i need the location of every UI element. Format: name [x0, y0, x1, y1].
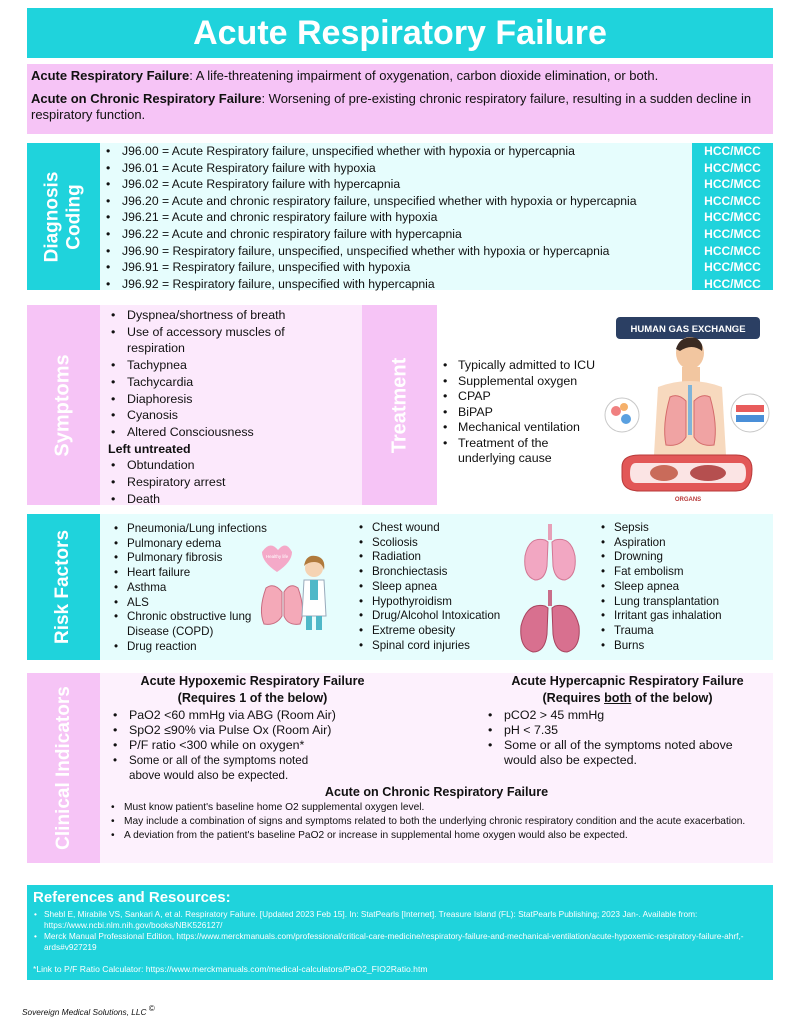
risk-factor-item: • Sepsis: [597, 521, 767, 536]
risk-factor-item: • Pulmonary edema: [110, 537, 270, 552]
hypercapnic-item: • pCO2 > 45 mmHg: [485, 708, 760, 723]
hypoxemic-list: [110, 708, 350, 783]
alveoli-bubble: [621, 414, 631, 424]
risk-factor-item: • Extreme obesity: [355, 624, 525, 639]
symptoms-label: [27, 305, 100, 505]
cartoon-lung-left: [261, 586, 282, 625]
capillary-detail-circle: [731, 394, 769, 432]
capillary-band: [736, 415, 764, 422]
risk-factors-label-text: Risk Factors: [52, 529, 74, 645]
treatment-item: • Mechanical ventilation: [437, 420, 600, 436]
hypoxemic-item: • Some or all of the symptoms noted above would also be expected.: [110, 753, 340, 783]
risk-factor-item: • Fat embolism: [597, 565, 767, 580]
hcc-mcc-tag: HCC/MCC: [704, 160, 761, 175]
untreated-list: [100, 457, 362, 507]
risk-factor-item: • Burns: [597, 639, 767, 654]
risk-factor-item: • Aspiration: [597, 536, 767, 551]
risk-factor-item: • Heart failure: [110, 566, 270, 581]
risk-factor-item: • Spinal cord injuries: [355, 639, 525, 654]
treatment-item: • BiPAP: [437, 405, 600, 421]
doctor-leg: [306, 616, 312, 630]
symptom-item: • Diaphoresis: [100, 391, 362, 408]
risk-factor-item: • Sleep apnea: [355, 580, 525, 595]
diagnosis-code-list: [106, 143, 637, 292]
treatment-label: [362, 305, 437, 505]
symptom-item: • Dyspnea/shortness of breath: [100, 307, 362, 324]
hcc-mcc-tag: HCC/MCC: [704, 276, 761, 291]
clinical-indicators-box: [100, 673, 773, 863]
treatment-box: [437, 305, 600, 505]
risk-factors-box: [100, 514, 773, 660]
treatment-list: [437, 358, 600, 467]
hypoxemic-item: • PaO2 <60 mmHg via ABG (Room Air): [110, 708, 350, 723]
risk-factor-item: • Drug reaction: [110, 640, 270, 655]
hcc-mcc-column: [692, 143, 773, 290]
hypercapnic-item: • Some or all of the symptoms noted above would also be expected.: [485, 738, 760, 768]
hypoxemic-item: • P/F ratio <300 while on oxygen*: [110, 738, 350, 753]
acute-on-chronic-item: • May include a combination of signs and symptoms related to both the underlying chronic respiratory condition and the acute exacerbation.: [108, 815, 768, 829]
diagnosis-code-item: • J96.22 = Acute and chronic respiratory failure with hypercapnia: [106, 226, 637, 243]
risk-factor-item: • Drowning: [597, 550, 767, 565]
definition-term: Acute Respiratory Failure: [31, 68, 190, 83]
definition-aocrf: [31, 91, 769, 124]
risk-factor-item: • Scoliosis: [355, 536, 525, 551]
risk-factor-item: • Chronic obstructive lung Disease (COPD): [110, 610, 270, 639]
footer-text: Sovereign Medical Solutions, LLC: [22, 1006, 147, 1017]
references-list: [33, 909, 763, 953]
requirement-emphasis: both: [604, 691, 632, 705]
requirement-text: of the below): [631, 691, 713, 705]
risk-factor-item: • Sleep apnea: [597, 580, 767, 595]
risk-factor-item: • ALS: [110, 596, 270, 611]
treatment-item: • Typically admitted to ICU: [437, 358, 600, 374]
alveoli-bubble: [620, 403, 628, 411]
symptoms-box: [100, 305, 362, 505]
diagnosis-code-item: • J96.92 = Respiratory failure, unspecified with hypercapnia: [106, 276, 637, 293]
hcc-mcc-tag: HCC/MCC: [704, 226, 761, 241]
hypoxemic-heading: [110, 673, 395, 707]
copyright-mark: ©: [148, 1004, 155, 1013]
risk-factor-item: • Asthma: [110, 581, 270, 596]
footer-credit: [22, 1004, 155, 1017]
risk-factor-item: • Bronchiectasis: [355, 565, 525, 580]
symptom-item: • Altered Consciousness: [100, 424, 362, 441]
symptoms-label-text: Symptoms: [52, 353, 74, 457]
diagnosis-code-item: • J96.02 = Acute Respiratory failure with hypercapnia: [106, 176, 637, 193]
reference-item: • Merck Manual Professional Edition, https://www.merckmanuals.com/professional/critical-care-medicine/respiratory-failure-and-mechanical-ventilation/acute-hypoxemic-respiratory-failure-ahrf,-ards#v927219: [33, 931, 763, 953]
alveoli-detail-circle: [605, 398, 639, 432]
symptom-item: • Tachypnea: [100, 357, 362, 374]
definitions-box: [27, 64, 773, 134]
hypoxemic-item: • SpO2 ≤90% via Pulse Ox (Room Air): [110, 723, 350, 738]
treatment-item: • Treatment of the underlying cause: [437, 436, 600, 467]
untreated-heading: Left untreated: [108, 441, 191, 456]
hypercapnic-item: • pH < 7.35: [485, 723, 760, 738]
risk-factor-item: • Pneumonia/Lung infections: [110, 522, 270, 537]
organs-label: ORGANS: [674, 497, 702, 503]
risk-factors-column-3: [597, 521, 767, 653]
risk-factor-item: • Lung transplantation: [597, 595, 767, 610]
definition-text: : A life-threatening impairment of oxygenation, carbon dioxide elimination, or both.: [189, 68, 659, 83]
hypoxemic-title: Acute Hypoxemic Respiratory Failure: [140, 674, 365, 688]
heart-badge-text: Healthy life: [265, 554, 289, 559]
risk-factors-label: [27, 514, 100, 660]
diagnosis-code-item: • J96.01 = Acute Respiratory failure with hypoxia: [106, 160, 637, 177]
hypercapnic-requirement: [490, 690, 765, 707]
untreated-item: • Death: [100, 491, 362, 508]
diagnosis-coding-label: [27, 143, 100, 290]
diagnosis-code-item: • J96.00 = Acute Respiratory failure, unspecified whether with hypoxia or hypercapnia: [106, 143, 637, 160]
hcc-mcc-tag: HCC/MCC: [704, 177, 761, 192]
treatment-item: • Supplemental oxygen: [437, 374, 600, 390]
trachea-bottom: [548, 590, 552, 606]
treatment-item: • CPAP: [437, 389, 600, 405]
left-lung: [665, 396, 686, 446]
lungs-illustration: [515, 520, 585, 654]
gas-exchange-illustration: [600, 305, 773, 505]
hcc-mcc-tag: HCC/MCC: [704, 260, 761, 275]
diagnosis-code-item: • J96.21 = Acute and chronic respiratory failure with hypoxia: [106, 209, 637, 226]
definition-text: : Worsening of pre-existing chronic respiratory failure, resulting in a sudden decline in respiratory function.: [31, 90, 752, 122]
trachea: [688, 385, 692, 435]
acute-on-chronic-list: [108, 801, 768, 843]
healthy-lung-left: [525, 539, 548, 580]
pf-ratio-calculator-link[interactable]: *Link to P/F Ratio Calculator: https://www.merckmanuals.com/medical-calculators/PaO2_FIO2Ratio.htm: [33, 964, 428, 974]
treatment-label-text: Treatment: [388, 357, 410, 453]
hypercapnic-list: [485, 708, 760, 768]
references-title: References and Resources:: [33, 889, 231, 906]
acute-on-chronic-item: • Must know patient's baseline home O2 supplemental oxygen level.: [108, 801, 768, 815]
definition-arf: [31, 68, 769, 85]
risk-factor-item: • Hypothyroidism: [355, 595, 525, 610]
untreated-item: • Respiratory arrest: [100, 474, 362, 491]
untreated-item: • Obtundation: [100, 457, 362, 474]
risk-factor-item: • Trauma: [597, 624, 767, 639]
acute-on-chronic-item: • A deviation from the patient's baseline PaO2 or increase in supplemental home oxygen would also be expected.: [108, 829, 768, 843]
doctor-leg: [316, 616, 322, 630]
requirement-text: (Requires: [542, 691, 605, 705]
symptom-item: • Cyanosis: [100, 407, 362, 424]
trachea-top: [548, 524, 552, 540]
risk-factors-column-2: [355, 521, 525, 653]
organ-shape: [690, 465, 726, 481]
doctor-lungs-illustration: [252, 538, 332, 634]
symptom-item: • Tachycardia: [100, 374, 362, 391]
page-title: Acute Respiratory Failure: [27, 8, 773, 58]
right-lung: [694, 396, 715, 446]
risk-factors-column-1: [110, 522, 270, 654]
diagnosis-code-item: • J96.20 = Acute and chronic respiratory failure, unspecified whether with hypoxia or hypercapnia: [106, 193, 637, 210]
clinical-indicators-label-text: Clinical Indicators: [52, 686, 74, 850]
doctor-shirt: [310, 580, 318, 600]
hcc-mcc-tag: HCC/MCC: [704, 193, 761, 208]
risk-factor-item: • Drug/Alcohol Intoxication: [355, 609, 525, 624]
diseased-lung-left: [521, 605, 548, 652]
reference-item: • Shebl E, Mirabile VS, Sankari A, et al. Respiratory Failure. [Updated 2023 Feb 15]. In: StatPearls [Internet]. Treasure Island (FL): StatPearls Publishing; 2023 Jan-. Available from: https://www.ncbi.nlm.nih.gov/books/NBK526127/: [33, 909, 763, 931]
gas-exchange-svg: [600, 305, 773, 505]
organ-shape: [650, 465, 678, 481]
hcc-mcc-tag: HCC/MCC: [704, 210, 761, 225]
alveoli-bubble: [611, 406, 621, 416]
risk-factor-item: • Pulmonary fibrosis: [110, 551, 270, 566]
circulation-inner: [630, 463, 746, 483]
hcc-mcc-tag: HCC/MCC: [704, 243, 761, 258]
hypercapnic-title: Acute Hypercapnic Respiratory Failure: [511, 674, 744, 688]
references-box: [27, 885, 773, 980]
risk-factor-item: • Chest wound: [355, 521, 525, 536]
acute-on-chronic-heading: Acute on Chronic Respiratory Failure: [324, 785, 549, 799]
clinical-indicators-label: [27, 673, 100, 863]
symptoms-list: [100, 307, 362, 441]
definition-term: Acute on Chronic Respiratory Failure: [31, 90, 262, 106]
risk-factor-item: • Irritant gas inhalation: [597, 609, 767, 624]
cartoon-lung-right: [284, 586, 303, 625]
diagnosis-coding-label-text: Diagnosis Coding: [41, 171, 85, 262]
diagnosis-coding-box: [100, 143, 773, 290]
diagnosis-code-item: • J96.91 = Respiratory failure, unspecified with hypoxia: [106, 259, 637, 276]
gas-exchange-title: HUMAN GAS EXCHANGE: [630, 324, 746, 335]
hypercapnic-heading: [490, 673, 765, 707]
capillary-band: [736, 405, 764, 412]
symptom-item: • Use of accessory muscles of respiration: [100, 324, 300, 357]
hcc-mcc-tag: HCC/MCC: [704, 144, 761, 158]
diseased-lung-right: [552, 605, 579, 652]
healthy-lung-right: [552, 539, 575, 580]
diagnosis-code-item: • J96.90 = Respiratory failure, unspecified, unspecified whether with hypoxia or hypercapnia: [106, 243, 637, 260]
risk-factor-item: • Radiation: [355, 550, 525, 565]
hypoxemic-requirement: (Requires 1 of the below): [177, 691, 328, 705]
